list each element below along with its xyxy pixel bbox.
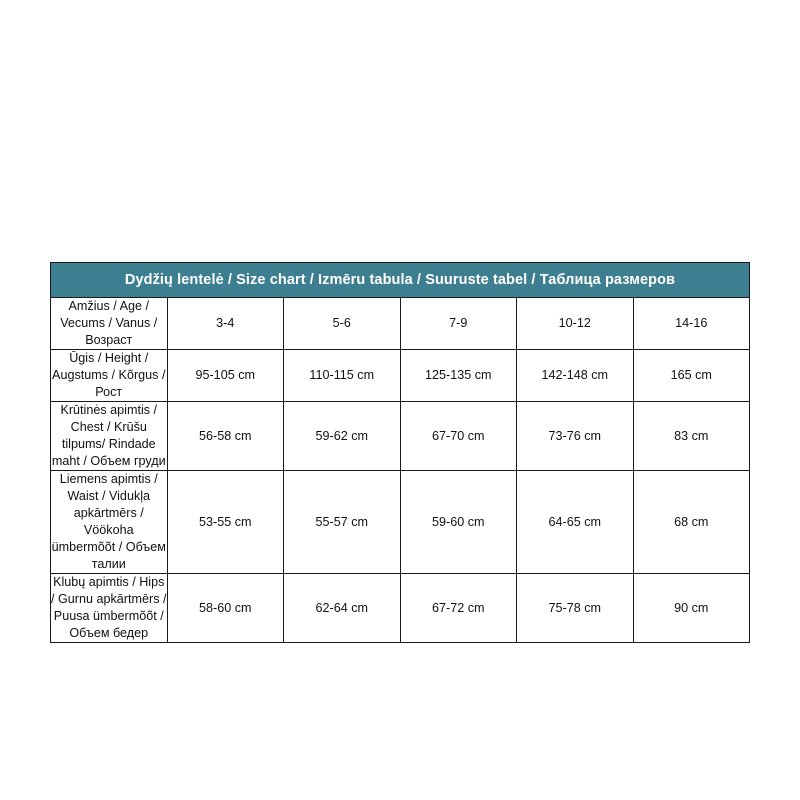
table-row: [51, 350, 750, 402]
cell-waist-3-4: 53-55 cm: [167, 471, 284, 574]
cell-age-10-12: 10-12: [517, 298, 634, 350]
cell-hips-10-12: 75-78 cm: [517, 574, 634, 643]
cell-chest-14-16: 83 cm: [633, 402, 750, 471]
row-header-hips: Klubų apimtis / Hips / Gurnu apkārtmērs / Puusa ümbermõõt / Объем бедер: [51, 574, 168, 643]
size-chart-table: [50, 262, 750, 643]
table-title-row: [51, 263, 750, 298]
table-row: [51, 574, 750, 643]
cell-height-5-6: 110-115 cm: [284, 350, 401, 402]
chart-title: Dydžių lentelė / Size chart / Izmēru tabula / Suuruste tabel / Таблица размеров: [51, 263, 750, 298]
cell-hips-5-6: 62-64 cm: [284, 574, 401, 643]
cell-chest-5-6: 59-62 cm: [284, 402, 401, 471]
cell-age-3-4: 3-4: [167, 298, 284, 350]
cell-chest-10-12: 73-76 cm: [517, 402, 634, 471]
cell-waist-5-6: 55-57 cm: [284, 471, 401, 574]
cell-waist-7-9: 59-60 cm: [400, 471, 517, 574]
cell-height-7-9: 125-135 cm: [400, 350, 517, 402]
table-row: [51, 471, 750, 574]
cell-waist-14-16: 68 cm: [633, 471, 750, 574]
table-row: [51, 402, 750, 471]
cell-age-7-9: 7-9: [400, 298, 517, 350]
cell-chest-3-4: 56-58 cm: [167, 402, 284, 471]
row-header-waist: Liemens apimtis / Waist / Vidukļa apkārtmērs / Vöökoha ümbermõõt / Объем талии: [51, 471, 168, 574]
cell-age-14-16: 14-16: [633, 298, 750, 350]
cell-hips-7-9: 67-72 cm: [400, 574, 517, 643]
cell-waist-10-12: 64-65 cm: [517, 471, 634, 574]
table-row: [51, 298, 750, 350]
size-chart-container: [50, 262, 750, 643]
row-header-chest: Krūtinės apimtis / Chest / Krūšu tilpums/ Rindade maht / Объем груди: [51, 402, 168, 471]
row-header-height: Ūgis / Height / Augstums / Kõrgus / Рост: [51, 350, 168, 402]
cell-height-10-12: 142-148 cm: [517, 350, 634, 402]
cell-chest-7-9: 67-70 cm: [400, 402, 517, 471]
cell-height-14-16: 165 cm: [633, 350, 750, 402]
cell-hips-14-16: 90 cm: [633, 574, 750, 643]
cell-age-5-6: 5-6: [284, 298, 401, 350]
row-header-age: Amžius / Age / Vecums / Vanus / Возраст: [51, 298, 168, 350]
cell-hips-3-4: 58-60 cm: [167, 574, 284, 643]
cell-height-3-4: 95-105 cm: [167, 350, 284, 402]
